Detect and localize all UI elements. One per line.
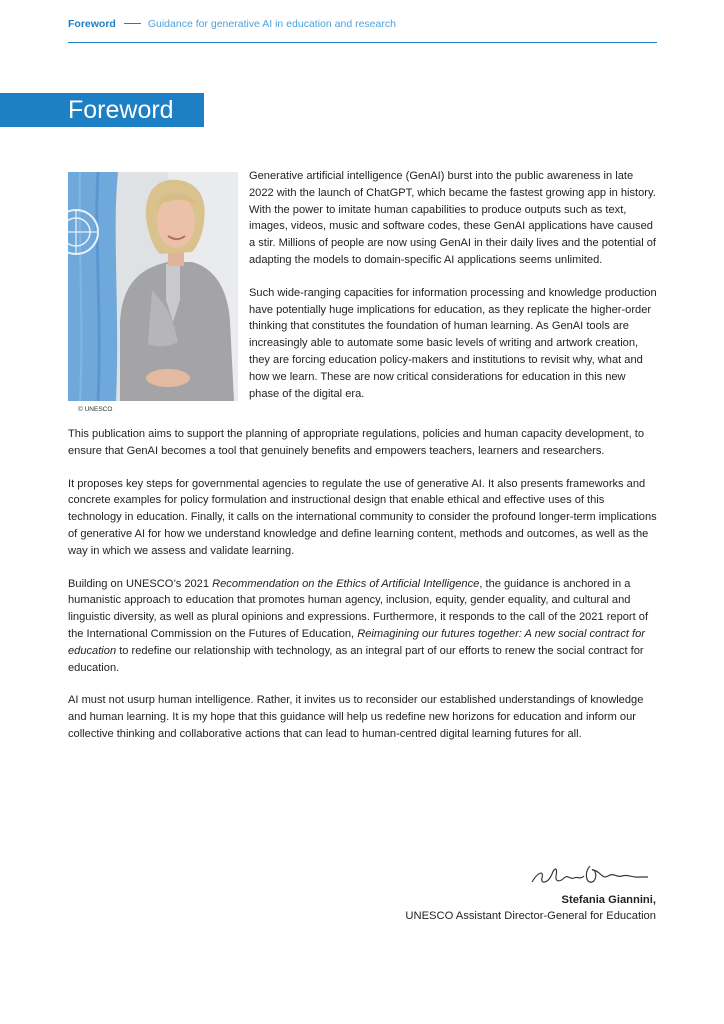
portrait-photo bbox=[68, 172, 238, 401]
signatory-name: Stefania Giannini, bbox=[561, 894, 656, 906]
page-title: Foreword bbox=[68, 96, 174, 124]
body-paragraph bbox=[68, 576, 658, 677]
report-title: Reimagining our futures together: A new social contract for education bbox=[68, 627, 645, 657]
running-header-section: Foreword bbox=[68, 18, 116, 30]
running-header-dash bbox=[124, 23, 141, 24]
signature-illustration bbox=[530, 862, 652, 888]
page-title-band bbox=[0, 93, 204, 127]
body-paragraph: It proposes key steps for governmental agencies to regulate the use of generative AI. It also presents frameworks and concrete examples for policy formulation and instructional design that enable ethical and effective uses of this technology in education. Finally, it calls on the international community to consider the profound longer-term implications of generative AI for how we understand knowledge and define learning content, methods and outcomes, as well as the way in which we assess and validate learning. bbox=[68, 477, 657, 557]
signatory-role: UNESCO Assistant Director-General for Education bbox=[405, 910, 656, 922]
recommendation-title: Recommendation on the Ethics of Artificial Intelligence bbox=[212, 577, 480, 590]
intro-paragraph: Such wide-ranging capacities for information processing and knowledge production have potentially huge implications for education, as they replicate the higher-order thinking that constitutes the foundation of human learning. As GenAI tools are increasingly able to automate some basic levels of writing and artwork creation, they are forcing education policy-makers and institutions to revisit why, what and how we learn. These are now critical considerations for education in this new phase of the digital era. bbox=[249, 286, 657, 400]
photo-credit: © UNESCO bbox=[78, 406, 113, 413]
intro-text-block bbox=[249, 168, 657, 402]
body-text-run: , the guidance is anchored in a humanistic approach to education that promotes human agency, inclusion, equity, gender equality, and cultural and linguistic diversity, as well as plural opinions and expressions. Furthermore, it responds to the call of the 2021 report of the International Commission on the Futures of Education, bbox=[68, 577, 649, 640]
running-header bbox=[68, 18, 657, 43]
intro-paragraph: Generative artificial intelligence (GenAI) burst into the public awareness in late 2022 with the launch of ChatGPT, which became the fastest growing app in history. With the power to imitate human capabilities to produce outputs such as text, images, videos, music and software codes, these GenAI applications have caused a stir. Millions of people are now using GenAI in their daily lives and the potential of adapting the models to domain-specific AI applications seems unlimited. bbox=[249, 170, 657, 266]
body-text-run: to redefine our relationship with technology, as an integral part of our efforts to renew the social contract for education. bbox=[68, 644, 644, 674]
handwritten-signature bbox=[530, 862, 652, 888]
body-paragraph: AI must not usurp human intelligence. Rather, it invites us to reconsider our established understandings of knowledge and human learning. It is my hope that this guidance will help us redefine new horizons for education and inform our collective thinking and collaborative actions that can lead to human-centred digital learning futures for all. bbox=[68, 694, 644, 740]
body-text-run: Building on UNESCO’s 2021 bbox=[68, 577, 213, 590]
body-paragraph: This publication aims to support the planning of appropriate regulations, policies and human capacity development, to ensure that GenAI becomes a tool that genuinely benefits and empowers teachers, learners and researchers. bbox=[68, 428, 644, 457]
main-text-block bbox=[68, 426, 658, 743]
portrait-photo-illustration bbox=[68, 172, 238, 401]
running-header-doc-title: Guidance for generative AI in education and research bbox=[147, 18, 396, 30]
